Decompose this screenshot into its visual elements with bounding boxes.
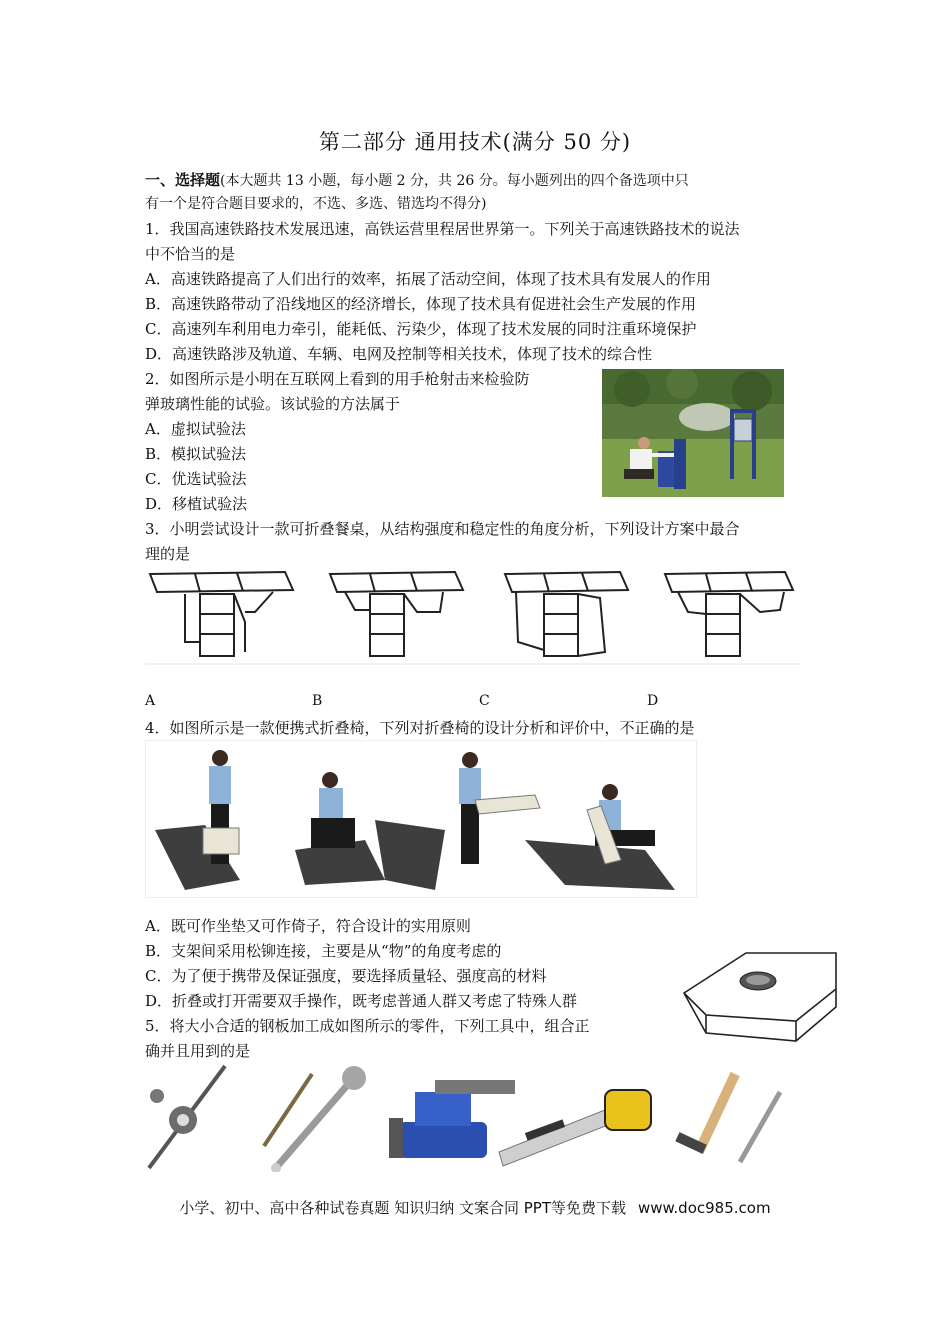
q5-stem-line2: 确并且用到的是 (145, 1042, 251, 1060)
q3-label-d: D (647, 693, 659, 709)
q2-stem-line1: 2．如图所示是小明在互联网上看到的用手枪射击来检验防 (145, 370, 530, 388)
page-footer (0, 1197, 950, 1218)
q4-option-a: A．既可作坐垫又可作倚子，符合设计的实用原则 (145, 917, 471, 935)
q2-option-c: C．优选试验法 (145, 470, 247, 488)
shooting-test-photo (602, 369, 784, 497)
page-title: 第二部分 通用技术(满分 50 分) (318, 130, 632, 154)
q4-stem: 4．如图所示是一款便携式折叠椅，下列对折叠椅的设计分析和评价中，不正确的是 (145, 719, 695, 737)
section-intro-line2: 有一个是符合题目要求的，不选、多选、错选均不得分) (145, 196, 487, 212)
folding-chair-photos (145, 740, 697, 898)
table-option-d (665, 572, 793, 656)
hammer-and-chisel-icon (675, 1072, 780, 1162)
q1-option-b: B．高速铁路带动了沿线地区的经济增长，体现了技术具有促进社会生产发展的作用 (145, 295, 697, 313)
q4-option-b: B．支架间采用松铆连接，主要是从“物”的角度考虑的 (145, 942, 502, 960)
die-stock-icon (149, 1066, 225, 1168)
q3-label-b: B (312, 693, 323, 709)
q1-option-c: C．高速列车利用电力牵引，能耗低、污染少，体现了技术发展的同时注重环境保护 (145, 320, 697, 338)
section-intro-line1: (本大题共 13 小题，每小题 2 分，共 26 分。每小题列出的四个备选项中只 (220, 173, 689, 189)
q4-option-d: D．折叠或打开需要双手操作，既考虑普通人群又考虑了特殊人群 (145, 992, 578, 1010)
q3-label-a: A (145, 693, 156, 709)
section-heading: 一、选择题 (145, 171, 221, 189)
section-intro (145, 170, 689, 191)
tool-images (145, 1062, 785, 1172)
q1-option-d: D．高速铁路涉及轨道、车辆、电网及控制等相关技术，体现了技术的综合性 (145, 345, 653, 363)
table-option-c (505, 572, 628, 656)
q3-stem-line1: 3．小明尝试设计一款可折叠餐桌，从结构强度和稳定性的角度分析，下列设计方案中最合 (145, 520, 740, 538)
footer-url[interactable]: www.doc985.com (637, 1199, 771, 1217)
drill-and-wrench-icon (264, 1066, 366, 1172)
hand-saw-icon (499, 1090, 651, 1166)
q2-option-a: A．虚拟试验法 (145, 420, 246, 438)
q1-stem-line2: 中不恰当的是 (145, 245, 236, 263)
steel-part-drawing (676, 945, 846, 1049)
q1-stem-line1: 1．我国高速铁路技术发展迅速，高铁运营里程居世界第一。下列关于高速铁路技术的说法 (145, 220, 740, 238)
q2-stem-line2: 弹玻璃性能的试验。该试验的方法属于 (145, 395, 401, 413)
q3-stem-line2: 理的是 (145, 545, 191, 563)
table-option-a (150, 572, 293, 656)
table-option-b (330, 572, 463, 656)
folding-table-options (145, 562, 800, 666)
q2-option-b: B．模拟试验法 (145, 445, 247, 463)
q4-option-c: C．为了便于携带及保证强度，要选择质量轻、强度高的材料 (145, 967, 547, 985)
bench-vise-icon (389, 1080, 515, 1158)
q5-stem-line1: 5．将大小合适的钢板加工成如图所示的零件，下列工具中，组合正 (145, 1017, 590, 1035)
q2-option-d: D．移植试验法 (145, 495, 248, 513)
q3-label-c: C (479, 693, 490, 709)
q1-option-a: A．高速铁路提高了人们出行的效率，拓展了活动空间，体现了技术具有发展人的作用 (145, 270, 711, 288)
footer-text: 小学、初中、高中各种试卷真题 知识归纳 文案合同 PPT等免费下载 (179, 1199, 626, 1217)
